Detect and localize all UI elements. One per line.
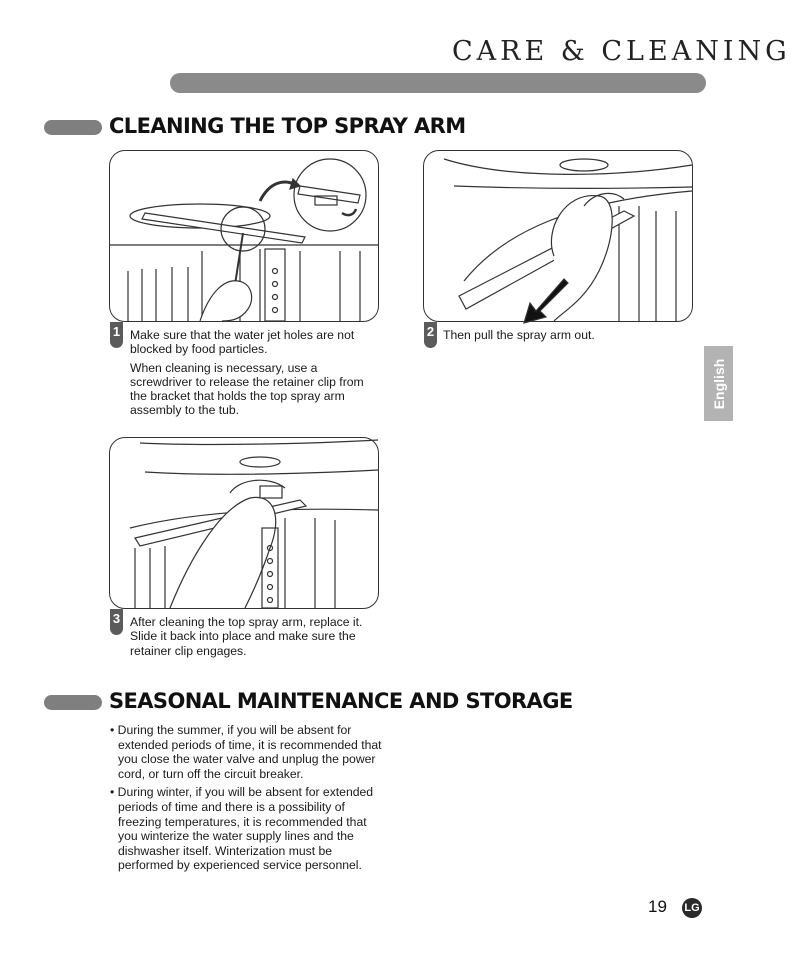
spray-arm-pull-illustration bbox=[424, 151, 692, 321]
section-title-seasonal: SEASONAL MAINTENANCE AND STORAGE bbox=[109, 689, 573, 713]
seasonal-bullet-list bbox=[110, 723, 382, 877]
language-label: English bbox=[710, 358, 727, 409]
bullet-marker: • bbox=[110, 785, 115, 800]
section-pill bbox=[44, 120, 102, 135]
language-side-tab bbox=[704, 346, 733, 421]
list-item: • During winter, if you will be absent for extended periods of time and there is a possibility of freezing temperatures, it is recommended that you winterize the water supply lines and the dishwasher itself. Winterization must be performed by experienced service personnel. bbox=[110, 785, 374, 873]
spray-arm-replace-illustration bbox=[110, 438, 378, 608]
step-1-paragraph-1: Make sure that the water jet holes are not blocked by food particles. bbox=[130, 328, 355, 357]
section-pill bbox=[44, 695, 102, 710]
step-number-badge: 3 bbox=[110, 609, 123, 635]
illustration-panel-3 bbox=[109, 437, 379, 609]
step-1-text bbox=[130, 328, 380, 422]
page-number: 19 bbox=[648, 897, 667, 916]
step-2-text: Then pull the spray arm out. bbox=[443, 328, 595, 342]
illustration-panel-2 bbox=[423, 150, 693, 322]
header-bar bbox=[170, 73, 706, 93]
lg-logo-icon: LG bbox=[682, 898, 702, 918]
step-3-text: After cleaning the top spray arm, replace it. Slide it back into place and make sure the retainer clip engages. bbox=[130, 615, 363, 658]
list-item: • During the summer, if you will be absent for extended periods of time, it is recommended that you close the water valve and unplug the power cord, or turn off the circuit breaker. bbox=[110, 723, 382, 781]
bullet-marker: • bbox=[110, 723, 115, 737]
step-number-badge: 2 bbox=[424, 322, 437, 348]
step-1-paragraph-2: When cleaning is necessary, use a screwdriver to release the retainer clip from the bracket that holds the top spray arm assembly to the tub. bbox=[130, 360, 364, 418]
spray-arm-screwdriver-illustration bbox=[110, 151, 378, 321]
step-number-badge: 1 bbox=[110, 322, 123, 348]
illustration-panel-1 bbox=[109, 150, 379, 322]
page-header-title: CARE & CLEANING bbox=[452, 36, 791, 67]
section-title-spray-arm: CLEANING THE TOP SPRAY ARM bbox=[109, 114, 466, 138]
